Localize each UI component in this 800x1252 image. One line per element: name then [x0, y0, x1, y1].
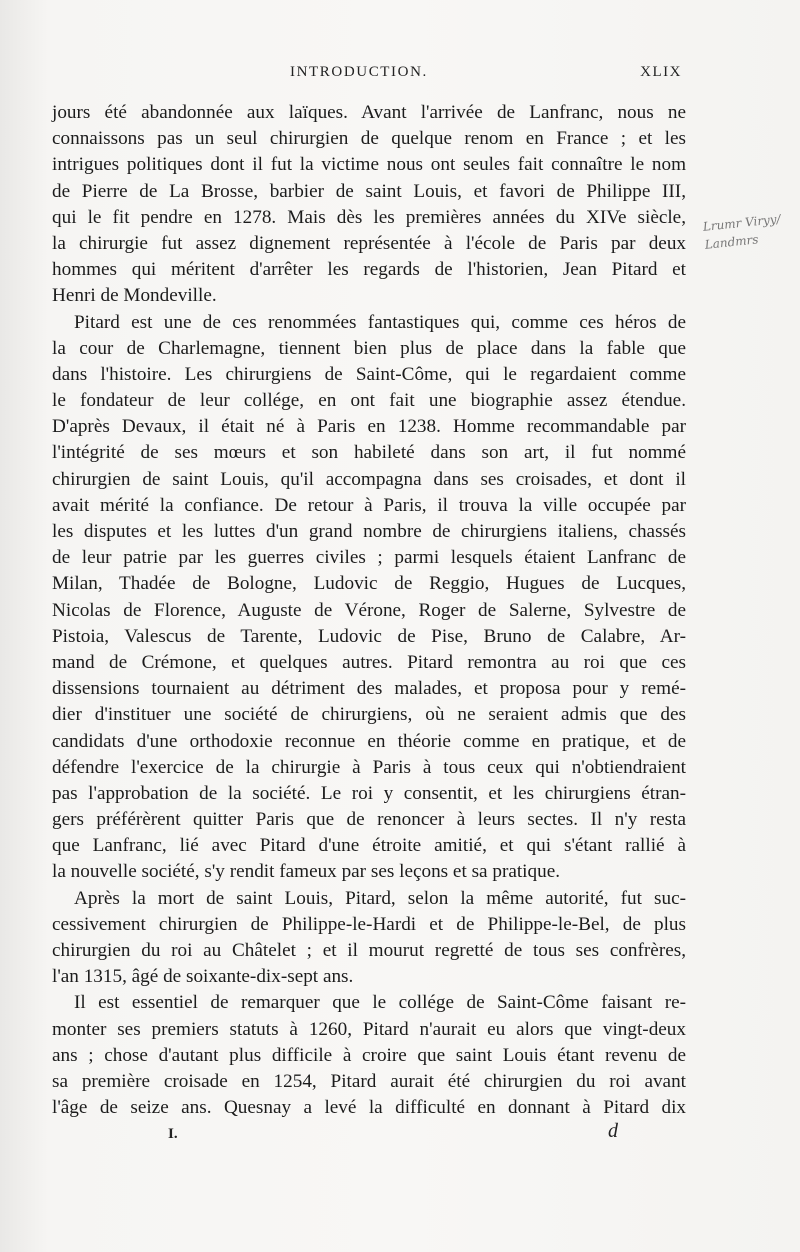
text-line: que Lanfranc, lié avec Pitard d'une étroite amitié, et qui s'étant rallié à [52, 835, 686, 857]
text-line: monter ses premiers statuts à 1260, Pitard n'aurait eu alors que vingt-deux [52, 1018, 686, 1040]
text-line: dissensions tournaient au détriment des malades, et proposa pour y remé- [52, 678, 686, 700]
text-line: ans ; chose d'autant plus difficile à croire que saint Louis étant revenu de [52, 1044, 686, 1066]
text-line: cessivement chirurgien de Philippe-le-Hardi et de Philippe-le-Bel, de plus [52, 913, 686, 935]
text-line: Nicolas de Florence, Auguste de Vérone, Roger de Salerne, Sylvestre de [52, 599, 686, 621]
body-text [52, 100, 686, 1121]
text-line: la cour de Charlemagne, tiennent bien plus de place dans la fable que [52, 337, 686, 359]
text-line: la chirurgie fut assez dignement représentée à l'école de Paris par deux [52, 232, 686, 254]
running-title: INTRODUCTION. [290, 64, 428, 80]
page-number: XLIX [640, 64, 682, 80]
text-line: Henri de Mondeville. [52, 285, 217, 307]
text-line: chirurgien du roi au Châtelet ; et il mourut regretté de tous ses confrères, [52, 940, 686, 961]
text-line: mand de Crémone, et quelques autres. Pitard remontra au roi que ces [52, 651, 686, 673]
text-line: Milan, Thadée de Bologne, Ludovic de Reggio, Hugues de Lucques, [52, 573, 686, 595]
text-line: l'âge de seize ans. Quesnay a levé la difficulté en donnant à Pitard dix [52, 1097, 686, 1119]
text-line: de Pierre de La Brosse, barbier de saint Louis, et favori de Philippe III, [52, 180, 686, 202]
text-line: le fondateur de leur collége, en ont fait une biographie assez étendue. [52, 390, 686, 412]
marginalia-line: Lrumr Viryy/ [702, 211, 782, 234]
text-line: hommes qui méritent d'arrêter les regards de l'historien, Jean Pitard et [52, 259, 686, 281]
marginalia-line: Landmrs [704, 232, 760, 252]
text-line: Pistoia, Valescus de Tarente, Ludovic de Pise, Bruno de Calabre, Ar- [52, 625, 686, 647]
text-line: dier d'instituer une société de chirurgiens, où ne seraient admis que des [52, 704, 686, 726]
text-line: connaissons pas un seul chirurgien de quelque renom en France ; et les [52, 128, 686, 150]
text-line: intrigues politiques dont il fut la victime nous ont seules fait connaître le nom [52, 154, 686, 176]
signature-mark: I. [168, 1126, 178, 1142]
text-line: chirurgien de saint Louis, qu'il accompagna dans ses croisades, et dont il [52, 468, 686, 490]
text-line: pas l'approbation de la société. Le roi y consentit, et les chirurgiens étran- [52, 782, 686, 804]
handwritten-marginalia [702, 208, 800, 254]
text-line: Après la mort de saint Louis, Pitard, selon la même autorité, fut suc- [74, 887, 686, 909]
text-line: sa première croisade en 1254, Pitard aurait été chirurgien du roi avant [52, 1070, 686, 1092]
text-line: défendre l'exercice de la chirurgie à Paris à tous ceux qui n'obtiendraient [52, 756, 686, 778]
text-line: Il est essentiel de remarquer que le collége de Saint-Côme faisant re- [74, 992, 686, 1014]
text-line: de leur patrie par les guerres civiles ; parmi lesquels étaient Lanfranc de [52, 547, 686, 569]
text-line: les disputes et les luttes d'un grand nombre de chirurgiens italiens, chassés [52, 521, 686, 542]
text-line: jours été abandonnée aux laïques. Avant l'arrivée de Lanfranc, nous ne [52, 102, 686, 123]
text-line: avait mérité la confiance. De retour à Paris, il trouva la ville occupée par [52, 494, 686, 516]
text-line: D'après Devaux, il était né à Paris en 1238. Homme recommandable par [52, 416, 686, 438]
text-line: la nouvelle société, s'y rendit fameux par ses leçons et sa pratique. [52, 861, 561, 883]
text-line: qui le fit pendre en 1278. Mais dès les premières années du XIVe siècle, [52, 206, 686, 228]
text-line: dans l'histoire. Les chirurgiens de Saint-Côme, qui le regardaient comme [52, 363, 686, 385]
text-line: candidats d'une orthodoxie reconnue en théorie comme en pratique, et de [52, 730, 686, 752]
sheet-mark: d [608, 1120, 618, 1142]
text-line: Pitard est une de ces renommées fantastiques qui, comme ces héros de [74, 311, 686, 333]
text-line: l'an 1315, âgé de soixante-dix-sept ans. [52, 966, 354, 988]
text-line: gers préférèrent quitter Paris que de renoncer à leurs sectes. Il n'y resta [52, 809, 686, 831]
text-line: l'intégrité de ses mœurs et son habileté dans son art, il fut nommé [52, 442, 686, 464]
